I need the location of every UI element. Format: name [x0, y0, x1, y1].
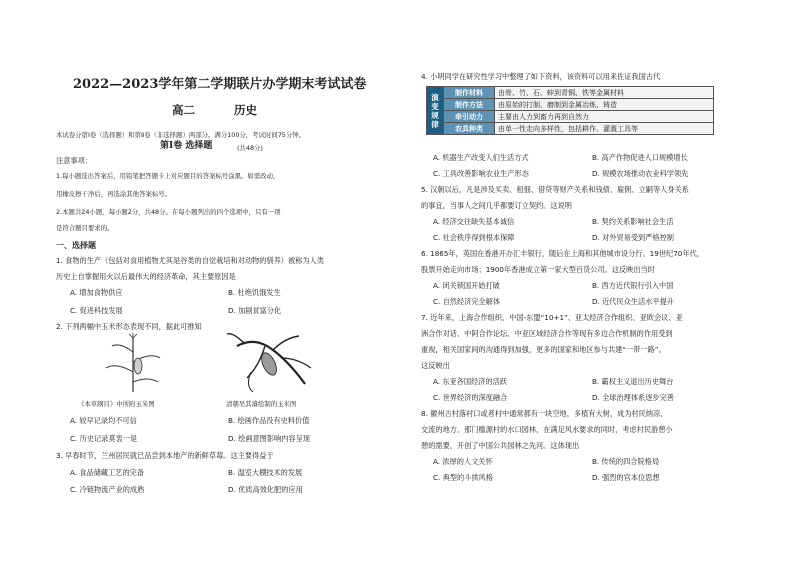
part1-heading: 第Ⅰ卷 选择题	[160, 141, 213, 151]
exam-note: 本试卷分第Ⅰ卷（选择题）和第Ⅱ卷（非选择题）两部分。满分100分，考试时间75分钟。	[56, 131, 306, 139]
q1-option-b[interactable]: B. 杜绝饥饿发生	[228, 288, 281, 297]
subject-label: 历史	[234, 103, 257, 117]
q1-option-a[interactable]: A. 增加食物供应	[70, 288, 123, 297]
q8-stem-b: 交流的地方。那门槛源村的水口园林，在满足风水要求的同时，考虑村民游憩小	[421, 425, 673, 434]
notice-1a: 1.每小题选出答案后，用铅笔把答题卡上对应题目的答案标号涂黑。如需改动，	[56, 172, 280, 180]
q5-stem-a: 5. 汉朝以后，凡是涉及买卖、租佃、借贷等财产关系和钱债、雇佣、立嗣等人身关系	[421, 185, 689, 194]
q4-side-label: 演变规律	[427, 87, 444, 135]
q7-option-a[interactable]: A. 东亚各国经济的活跃	[433, 377, 508, 386]
q2-option-d[interactable]: D. 绘画意图影响内容呈现	[228, 434, 310, 443]
q7-stem-a: 7. 近年来，上海合作组织、中国-东盟“10+1”、亚太经济合作组织、亚欧会议、亚	[421, 313, 683, 322]
q6-option-a[interactable]: A. 闭关锁国开始打破	[433, 281, 500, 290]
q6-stem-a: 6. 1865年，英国在香港开办汇丰银行，随后在上海和其他城市设分行。19世纪70年代，	[421, 249, 704, 258]
q1-stem-a: 1. 食物的生产（包括对食用植物尤其是谷类的自觉栽培和对动物的驯养）被称为人类	[56, 256, 324, 265]
q7-option-c[interactable]: C. 世界经济的深度融合	[433, 393, 508, 402]
q7-option-b[interactable]: B. 霸权主义退出历史舞台	[592, 377, 674, 386]
q1-stem-b: 历史上自掌握用火以后最伟大的经济革命，其主要原因是	[56, 272, 236, 281]
part1-score: (共48分)	[237, 144, 263, 152]
q4-option-d[interactable]: D. 规模农场推动农业科学领先	[592, 169, 689, 178]
q4-row-key: 制作材料	[444, 87, 495, 99]
q4-stem: 4. 小明同学在研究性学习中整理了如下资料，该资料可以用来佐证我国古代	[421, 72, 661, 81]
q4-row-value: 由单一性走向多样性，包括耕作、灌溉工具等	[495, 123, 714, 135]
q8-option-c[interactable]: C. 典型的斗拱风格	[433, 473, 493, 482]
q7-stem-c: 重视，相关国家间的沟通得到加强，更多的国家和地区参与共建“一带一路”。	[421, 345, 666, 354]
q4-option-c[interactable]: C. 工具改善影响农业生产形态	[433, 169, 529, 178]
q4-option-b[interactable]: B. 高产作物促进人口规模增长	[592, 153, 688, 162]
q2-caption-2: 清朝吴其濬绘制的玉米图	[226, 400, 297, 408]
q8-option-b[interactable]: B. 传统的四合院格局	[592, 457, 660, 466]
q5-option-b[interactable]: B. 契约关系影响社会生活	[592, 217, 674, 226]
notice-2b: 是符合题目要求的。	[56, 224, 114, 232]
q3-option-d[interactable]: D. 优质高效化肥的应用	[228, 485, 303, 494]
q3-stem: 3. 早春时节，兰州居民就已品尝到本地产的新鲜草莓。这主要得益于	[56, 451, 274, 460]
q2-option-a[interactable]: A. 较早记录均不可信	[70, 416, 137, 425]
q6-stem-b: 股票开始走向市场；1900年香港成立第一家大型百货公司。这反映出当时	[421, 265, 655, 274]
q6-option-c[interactable]: C. 自然经济完全解体	[433, 297, 501, 306]
q5-stem-b: 的事宜，当事人之间几乎都要订立契约。这说明	[421, 201, 572, 210]
q7-stem-d: 这反映出	[421, 361, 450, 370]
q6-option-b[interactable]: B. 西方近代银行引入中国	[592, 281, 674, 290]
q2-caption-1: 《本草纲目》中所附玉米图	[78, 400, 155, 408]
q4-option-a[interactable]: A. 机器生产改变人们生活方式	[433, 153, 529, 162]
q2-option-c[interactable]: C. 历史记录莫衷一是	[70, 434, 138, 443]
corn-drawing-bencao	[98, 332, 168, 394]
section-heading: 一、选择题	[56, 241, 96, 250]
q4-row-key: 农具种类	[444, 123, 495, 135]
q4-row-value: 由原始的打制、磨制到金属冶炼、铸造	[495, 99, 714, 111]
q3-option-c[interactable]: C. 冷链物流产业的成熟	[70, 485, 145, 494]
q4-row-value: 主要由人力到畜力再到自然力	[495, 111, 714, 123]
q2-option-b[interactable]: B. 绘画作品没有史料价值	[228, 416, 310, 425]
notice-1b: 用橡皮擦干净后，再选涂其他答案标号。	[56, 190, 172, 198]
q7-stem-b: 洲合作对话、中阿合作论坛、中亚区域经济合作等现有多边合作机制的作用受到	[421, 329, 673, 338]
q5-option-d[interactable]: D. 对外贸易受到严格控制	[592, 233, 674, 242]
q4-row-key: 牵引动力	[444, 111, 495, 123]
q4-row-key: 制作方法	[444, 99, 495, 111]
q2-stem: 2. 下列两幅中玉米形态表现不同，据此可推知	[56, 322, 202, 331]
q3-option-b[interactable]: B. 温室大棚技术的发展	[228, 468, 303, 477]
q4-row-value: 由骨、竹、石、蚌到青铜、铁等金属材料	[495, 87, 714, 99]
q8-stem-c: 憩的需要，开创了中国公共园林之先河。这体现出	[421, 441, 580, 450]
q5-option-a[interactable]: A. 经济交往缺失基本诚信	[433, 217, 515, 226]
notice-title: 注意事项：	[56, 156, 92, 165]
q3-option-a[interactable]: A. 食品储藏工艺的完备	[70, 468, 145, 477]
notice-2a: 2.本题共24小题，每小题2分，共48分。在每小题列出的四个选项中，只有一项	[56, 208, 281, 216]
q8-option-a[interactable]: A. 浓厚的人文关怀	[433, 457, 493, 466]
corn-drawing-qing	[225, 328, 315, 396]
grade-label: 高二	[172, 103, 195, 117]
q8-option-d[interactable]: D. 强烈的官本位思想	[592, 473, 660, 482]
q8-stem-a: 8. 徽州古村落村口或者村中通常都有一块空地，多植有大树，成为村民纳凉、	[421, 409, 668, 418]
q1-option-c[interactable]: C. 促进科技发展	[70, 306, 123, 315]
q7-option-d[interactable]: D. 全球治理体系逐步完善	[592, 393, 674, 402]
q4-evolution-table	[426, 86, 714, 135]
q6-option-d[interactable]: D. 近代民众生活水平提升	[592, 297, 674, 306]
exam-title: 2022—2023学年第二学期联片办学期末考试试卷	[73, 77, 367, 92]
q1-option-d[interactable]: D. 加剧贫富分化	[228, 306, 282, 315]
q5-option-c[interactable]: C. 社会秩序得到根本保障	[433, 233, 515, 242]
